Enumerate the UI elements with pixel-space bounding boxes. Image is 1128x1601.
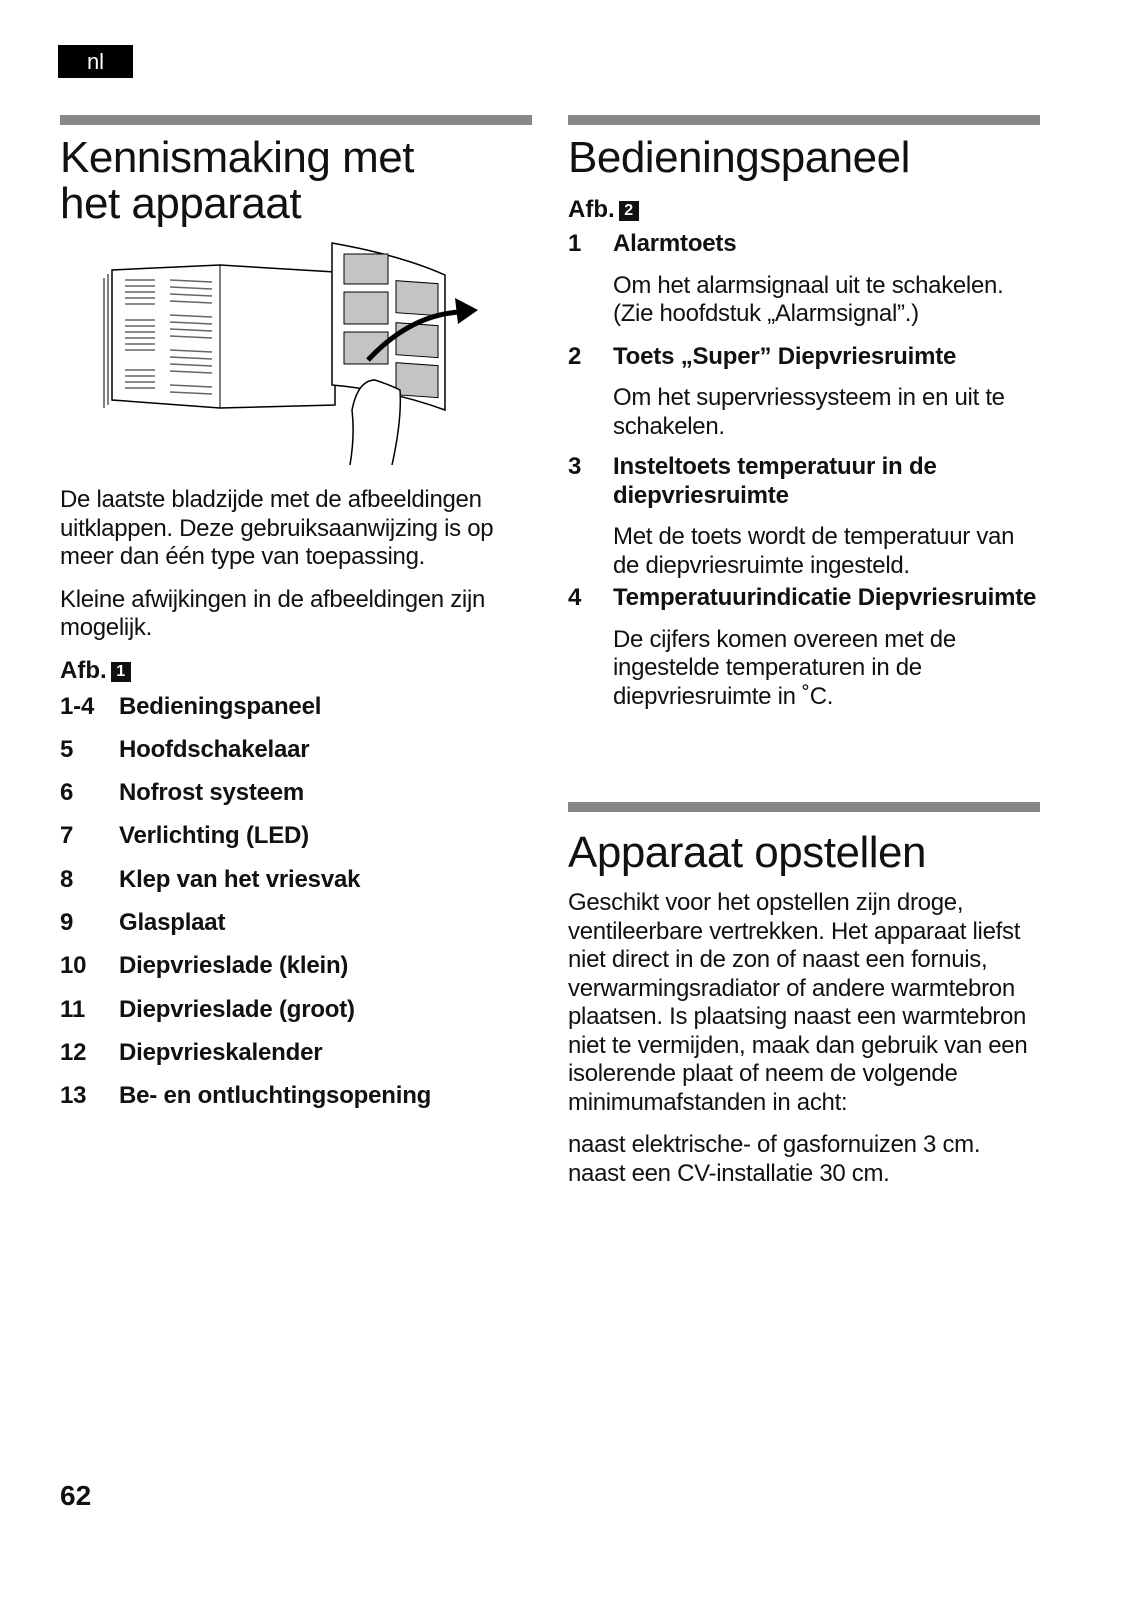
item-description: Om het alarmsignaal uit te schakelen. (Zie hoofdstuk „Alarmsignal”.) — [613, 271, 1004, 327]
control-panel-list — [568, 230, 1043, 711]
note-paragraph: Kleine afwijkingen in de afbeeldingen zijn mogelijk. — [60, 585, 486, 641]
distances-paragraph — [568, 1131, 1043, 1188]
section-title-bedieningspaneel: Bedieningspaneel — [568, 133, 910, 182]
list-item — [60, 1039, 535, 1082]
item-number: 9 — [60, 908, 74, 936]
item-number: 13 — [60, 1082, 87, 1110]
list-item — [60, 1082, 535, 1125]
list-item — [60, 693, 535, 736]
item-number: 11 — [60, 995, 85, 1023]
list-item — [60, 866, 535, 909]
section-title-kennismaking — [60, 135, 414, 227]
item-number: 2 — [568, 342, 582, 370]
item-label: Klep van het vriesvak — [119, 865, 361, 893]
item-label: Temperatuurindicatie Diepvriesruimte — [613, 584, 1037, 611]
item-label: Diepvrieslade (groot) — [119, 995, 355, 1023]
item-label: Alarmtoets — [613, 230, 737, 257]
distance-line: naast een CV-installatie 30 cm. — [568, 1159, 890, 1187]
item-label: Diepvrieslade (klein) — [119, 952, 349, 980]
title-line: Kennismaking met — [60, 133, 414, 182]
item-description: De cijfers komen overeen met de ingestelde temperaturen in de diepvriesruimte in ˚C. — [613, 625, 956, 710]
list-item — [60, 822, 535, 865]
item-label: Hoofdschakelaar — [119, 735, 310, 763]
item-number: 5 — [60, 735, 74, 763]
list-item — [60, 736, 535, 779]
list-item — [568, 230, 1043, 259]
installation-paragraph: Geschikt voor het opstellen zijn droge, ventileerbare vertrekken. Het apparaat liefst niet direct in de zon of naast een fornuis, verwarmingsradiator of andere warmtebron plaatsen. Is plaatsing naast een warmtebron niet te vermijden, maak dan gebruik van een isolerende plaat of neem de volgende minimumafstanden in acht: — [568, 889, 1028, 1116]
list-item — [60, 779, 535, 822]
language-tab: nl — [58, 45, 133, 78]
left-column — [60, 486, 535, 1125]
item-label: Bedieningspaneel — [119, 692, 322, 720]
item-label: Toets „Super” Diepvriesruimte — [613, 342, 957, 370]
item-number: 6 — [60, 779, 74, 807]
item-label: Nofrost systeem — [119, 779, 305, 807]
item-number: 4 — [568, 584, 582, 611]
installation-text — [568, 889, 1043, 1202]
list-item — [60, 952, 535, 995]
item-number: 3 — [568, 453, 582, 480]
item-number: 1 — [568, 230, 582, 257]
figure-reference — [60, 657, 535, 685]
item-number: 8 — [60, 865, 74, 893]
section-title-apparaat-opstellen: Apparaat opstellen — [568, 828, 926, 877]
figure-number-badge: 2 — [619, 201, 639, 221]
afb-label: Afb. — [568, 196, 615, 223]
section-divider — [568, 802, 1040, 812]
item-number: 12 — [60, 1038, 87, 1066]
item-label: Glasplaat — [119, 908, 226, 936]
section-divider — [568, 115, 1040, 125]
figure-reference — [568, 196, 1043, 224]
fold-out-page-illustration — [100, 240, 480, 465]
item-number: 7 — [60, 822, 74, 850]
list-item — [60, 909, 535, 952]
list-item — [60, 996, 535, 1039]
title-line: het apparaat — [60, 179, 302, 228]
figure-number-badge: 1 — [111, 662, 131, 682]
parts-list — [60, 693, 535, 1126]
item-description: Om het supervriessysteem in en uit te schakelen. — [613, 384, 1005, 440]
item-number: 10 — [60, 952, 87, 980]
intro-paragraph: De laatste bladzijde met de afbeeldingen uitklappen. Deze gebruiksaanwijzing is op meer dan één type van toepassing. — [60, 486, 494, 570]
item-label: Be- en ontluchtingsopening — [119, 1082, 432, 1110]
list-item — [568, 343, 1043, 372]
item-label: Verlichting (LED) — [119, 822, 309, 850]
section-divider — [60, 115, 532, 125]
item-description: Met de toets wordt de temperatuur van de diepvriesruimte ingesteld. — [613, 523, 1015, 579]
item-label: Diepvrieskalender — [119, 1038, 323, 1066]
page-number: 62 — [60, 1480, 92, 1511]
list-item — [568, 584, 1043, 613]
distance-line: naast elektrische- of gasfornuizen 3 cm. — [568, 1131, 981, 1158]
afb-label: Afb. — [60, 656, 107, 684]
item-number: 1-4 — [60, 692, 95, 720]
list-item — [568, 453, 1043, 510]
right-column — [568, 196, 1043, 711]
item-label: Insteltoets temperatuur in de diepvriesruimte — [613, 453, 937, 509]
